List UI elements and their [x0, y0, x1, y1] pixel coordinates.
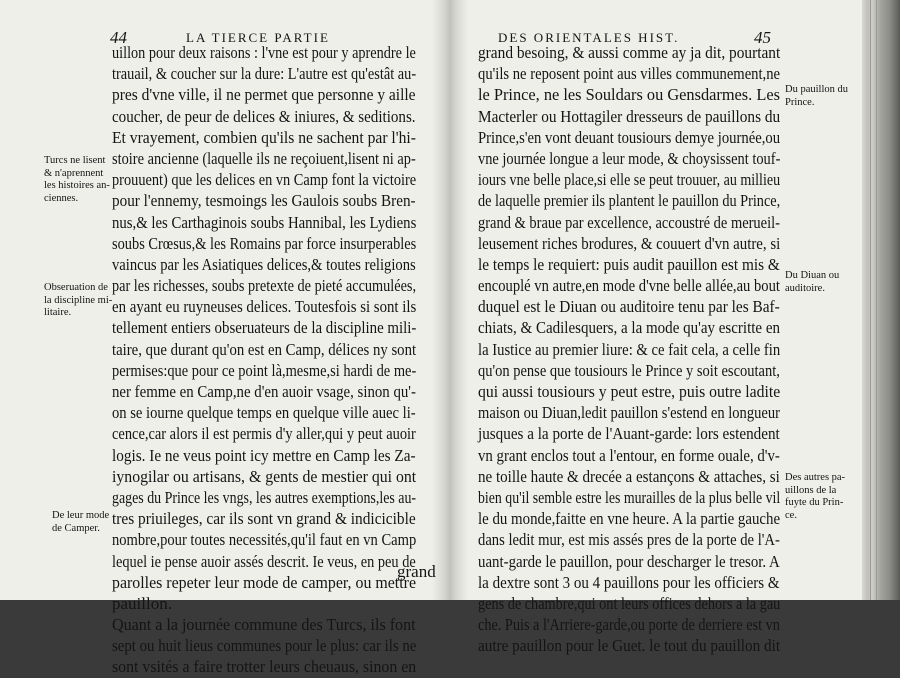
text-line: coucher, de peur de delices & iniures, & seditions. [112, 106, 416, 126]
margin-note [785, 84, 848, 109]
text-line: grand besoing, & aussi comme ay ja dit, pourtant [478, 43, 781, 62]
text-line: de laquelle premier ils plantent le pauillon du Prince, [478, 191, 781, 211]
catchword: grand [397, 562, 436, 581]
text-line: leusement riches brodures, & couuert d'vn autre, si [478, 233, 781, 253]
text-line: qu'on pense que tousiours le Prince y soit escoutant, [478, 360, 780, 380]
text-line: encouplé vn autre,en mode d'vne belle allée,au bout [478, 276, 780, 296]
text-line: Et vrayement, combien qu'ils ne sachent par l'hi- [112, 127, 416, 147]
margin-note [785, 472, 845, 522]
text-line: vaincus par les Asiatiques delices,& toutes religions [112, 254, 416, 274]
text-line: grand & braue par excellence, accoustré de merueil- [478, 212, 780, 232]
text-line: Quant a la journée commune des Turcs, ils font [112, 615, 416, 635]
margin-note-line: fuyte du Prin- [785, 497, 844, 508]
text-line: le temps le requiert: puis audit pauillon est mis & [478, 254, 780, 274]
text-line: uant-garde le pauillon, pour descharger le tresor. A [478, 551, 780, 571]
text-line: qu'ils ne reposent point aus villes communement,ne [478, 64, 781, 84]
page-number: 44 [110, 28, 127, 47]
text-line: iours vne belle place,si elle se peut trouuer, au millieu [478, 170, 781, 190]
text-line: uillon pour deux raisons : l'vne est pour y aprendre le [112, 43, 416, 62]
text-line: gages du Prince les vngs, les autres exemptions,les au- [112, 487, 417, 507]
text-line: ner femme en Camp,ne d'en auoir vsage, sinon qu'- [112, 382, 416, 401]
margin-note-line: de Camper. [52, 522, 100, 534]
text-line: le du monde,faitte en vne heure. A la partie gauche [478, 509, 781, 529]
margin-note-line: & n'aprennent [44, 167, 104, 179]
text-line: nombre,pour toutes necessités,qu'il faut en vn Camp [112, 530, 417, 550]
text-line: pres d'vne ville, il ne permet que personne y aille [112, 85, 416, 105]
margin-note [44, 155, 110, 205]
body-text [112, 42, 416, 678]
text-line: prouuent) que les delices en vn Camp font la victoire [112, 170, 417, 190]
margin-note-line: Obseruation de [44, 282, 108, 293]
page-stack-edge [862, 0, 900, 600]
margin-note-line: ciennes. [44, 192, 79, 204]
text-line: vne journée longue a leur mode, & choysissent touf- [478, 148, 781, 168]
running-head: LA TIERCE PARTIE [186, 30, 330, 45]
text-line: bien qu'il semble estre les murailles de la plus belle vil [478, 487, 781, 507]
text-line: lequel ie pense auoir assés descrit. Ie veus, en peu de [112, 551, 416, 571]
text-line: pauillon. [112, 593, 172, 613]
text-line: tres priuileges, car ils sont vn grand & indicicible [112, 509, 416, 529]
margin-note-line: Du Diuan ou [785, 270, 840, 281]
text-line: on se iourne quelque temps en quelque ville auec li- [112, 403, 416, 423]
margin-note [44, 282, 112, 320]
text-line: taire, que durant qu'on est en Camp, délices ny sont [112, 339, 417, 359]
text-line: dans ledit mur, est mis assés pres de la porte de l'A- [478, 530, 780, 550]
margin-note [52, 510, 109, 535]
text-line: le Prince, ne les Souldars ou Gensdarmes. Les [478, 85, 780, 105]
text-line: logis. Ie ne veus point icy mettre en Camp les Za- [112, 445, 416, 465]
body-text [478, 42, 780, 656]
margin-note-line: Des autres pa- [785, 472, 846, 483]
text-line: chiats, & Cadilesquers, a la mode qu'ay escritte en [478, 318, 781, 338]
page-number: 45 [754, 28, 771, 47]
text-line: vn grant enclos tout a l'entour, en forme ouale, d'v- [478, 445, 780, 465]
text-line: permises:que pour ce point là,mesme,si hardi de me- [112, 360, 417, 380]
text-line: Macterler ou Hottagiler dresseurs de pauillons du [478, 106, 781, 126]
text-line: en ayant eu ruyneuses delices. Toutesfois si sont ils [112, 297, 417, 317]
margin-note-line: uillons de la [785, 484, 837, 496]
text-line: sept ou huit lieus communes pour le plus: car ils ne [112, 636, 417, 656]
right-page [460, 0, 862, 656]
margin-note-line: les histoires an- [44, 180, 110, 191]
text-line: la Iustice au premier liure: & ce fait cela, a celle fin [478, 339, 781, 359]
text-line: jusques a la porte de l'Auant-garde: lors estendent [478, 424, 780, 444]
text-line: trauail, & coucher sur la dure: L'autre est qu'estât au- [112, 64, 417, 84]
margin-note-line: ce. [785, 509, 797, 521]
text-line: iynogilar ou artisans, & gents de mestier qui ont [112, 466, 417, 486]
text-line: gens de chambre,qui ont leurs offices dehors a la gau [478, 593, 781, 613]
text-line: autre pauillon pour le Guet. le tout du pauillon dit [478, 636, 781, 656]
text-line: ne toille haute & drecée a estançons & attaches, si [478, 466, 780, 486]
text-line: stoire ancienne (laquelle ils ne reçoiuent,lisent ni ap- [112, 148, 416, 168]
text-line: che. Puis a l'Arriere-garde,ou porte de derriere est vn [478, 615, 780, 635]
text-line: maison ou Diuan,ledit pauillon s'estend en longueur [478, 403, 780, 423]
text-line: Prince,s'en vont deuant tousiours demye journée,ou [478, 127, 781, 147]
text-line: pour l'ennemy, tesmoings les Gaulois soubs Bren- [112, 191, 416, 211]
text-line: parolles repeter leur mode de camper, ou mettre [112, 572, 417, 592]
text-line: sont vsités a faire trotter leurs cheuaus, sinon en [112, 657, 417, 677]
text-line: duquel est le Diuan ou auditoire tenu par les Baf- [478, 297, 780, 317]
text-line: tellement entiers obseruateurs de la discipline mili- [112, 318, 417, 338]
running-head: DES ORIENTALES HIST. [498, 30, 680, 45]
left-page [0, 0, 440, 677]
text-line: soubs Crœsus,& les Romains par force insurperables [112, 233, 417, 253]
margin-note-line: Prince. [785, 96, 815, 108]
text-line: la dextre sont 3 ou 4 pauillons pour les officiers & [478, 572, 780, 592]
margin-note-line: la discipline mi- [44, 294, 113, 306]
margin-note-line: auditoire. [785, 282, 825, 294]
text-line: par les richesses, soubs pretexte de pieté accumulées, [112, 276, 417, 296]
margin-note-line: De leur mode [52, 510, 110, 521]
text-line: cence,car alors il est permis d'y aller,qui y peut auoir [112, 424, 416, 444]
margin-note-line: Du pauillon du [785, 84, 848, 95]
text-line: nus,& les Carthaginois soubs Hannibal, les Lydiens [112, 212, 417, 232]
margin-note-line: Turcs ne lisent [44, 155, 106, 166]
text-line: qui aussi tousiours y peut estre, puis outre ladite [478, 382, 781, 401]
margin-note [785, 270, 839, 295]
margin-note-line: litaire. [44, 307, 72, 318]
